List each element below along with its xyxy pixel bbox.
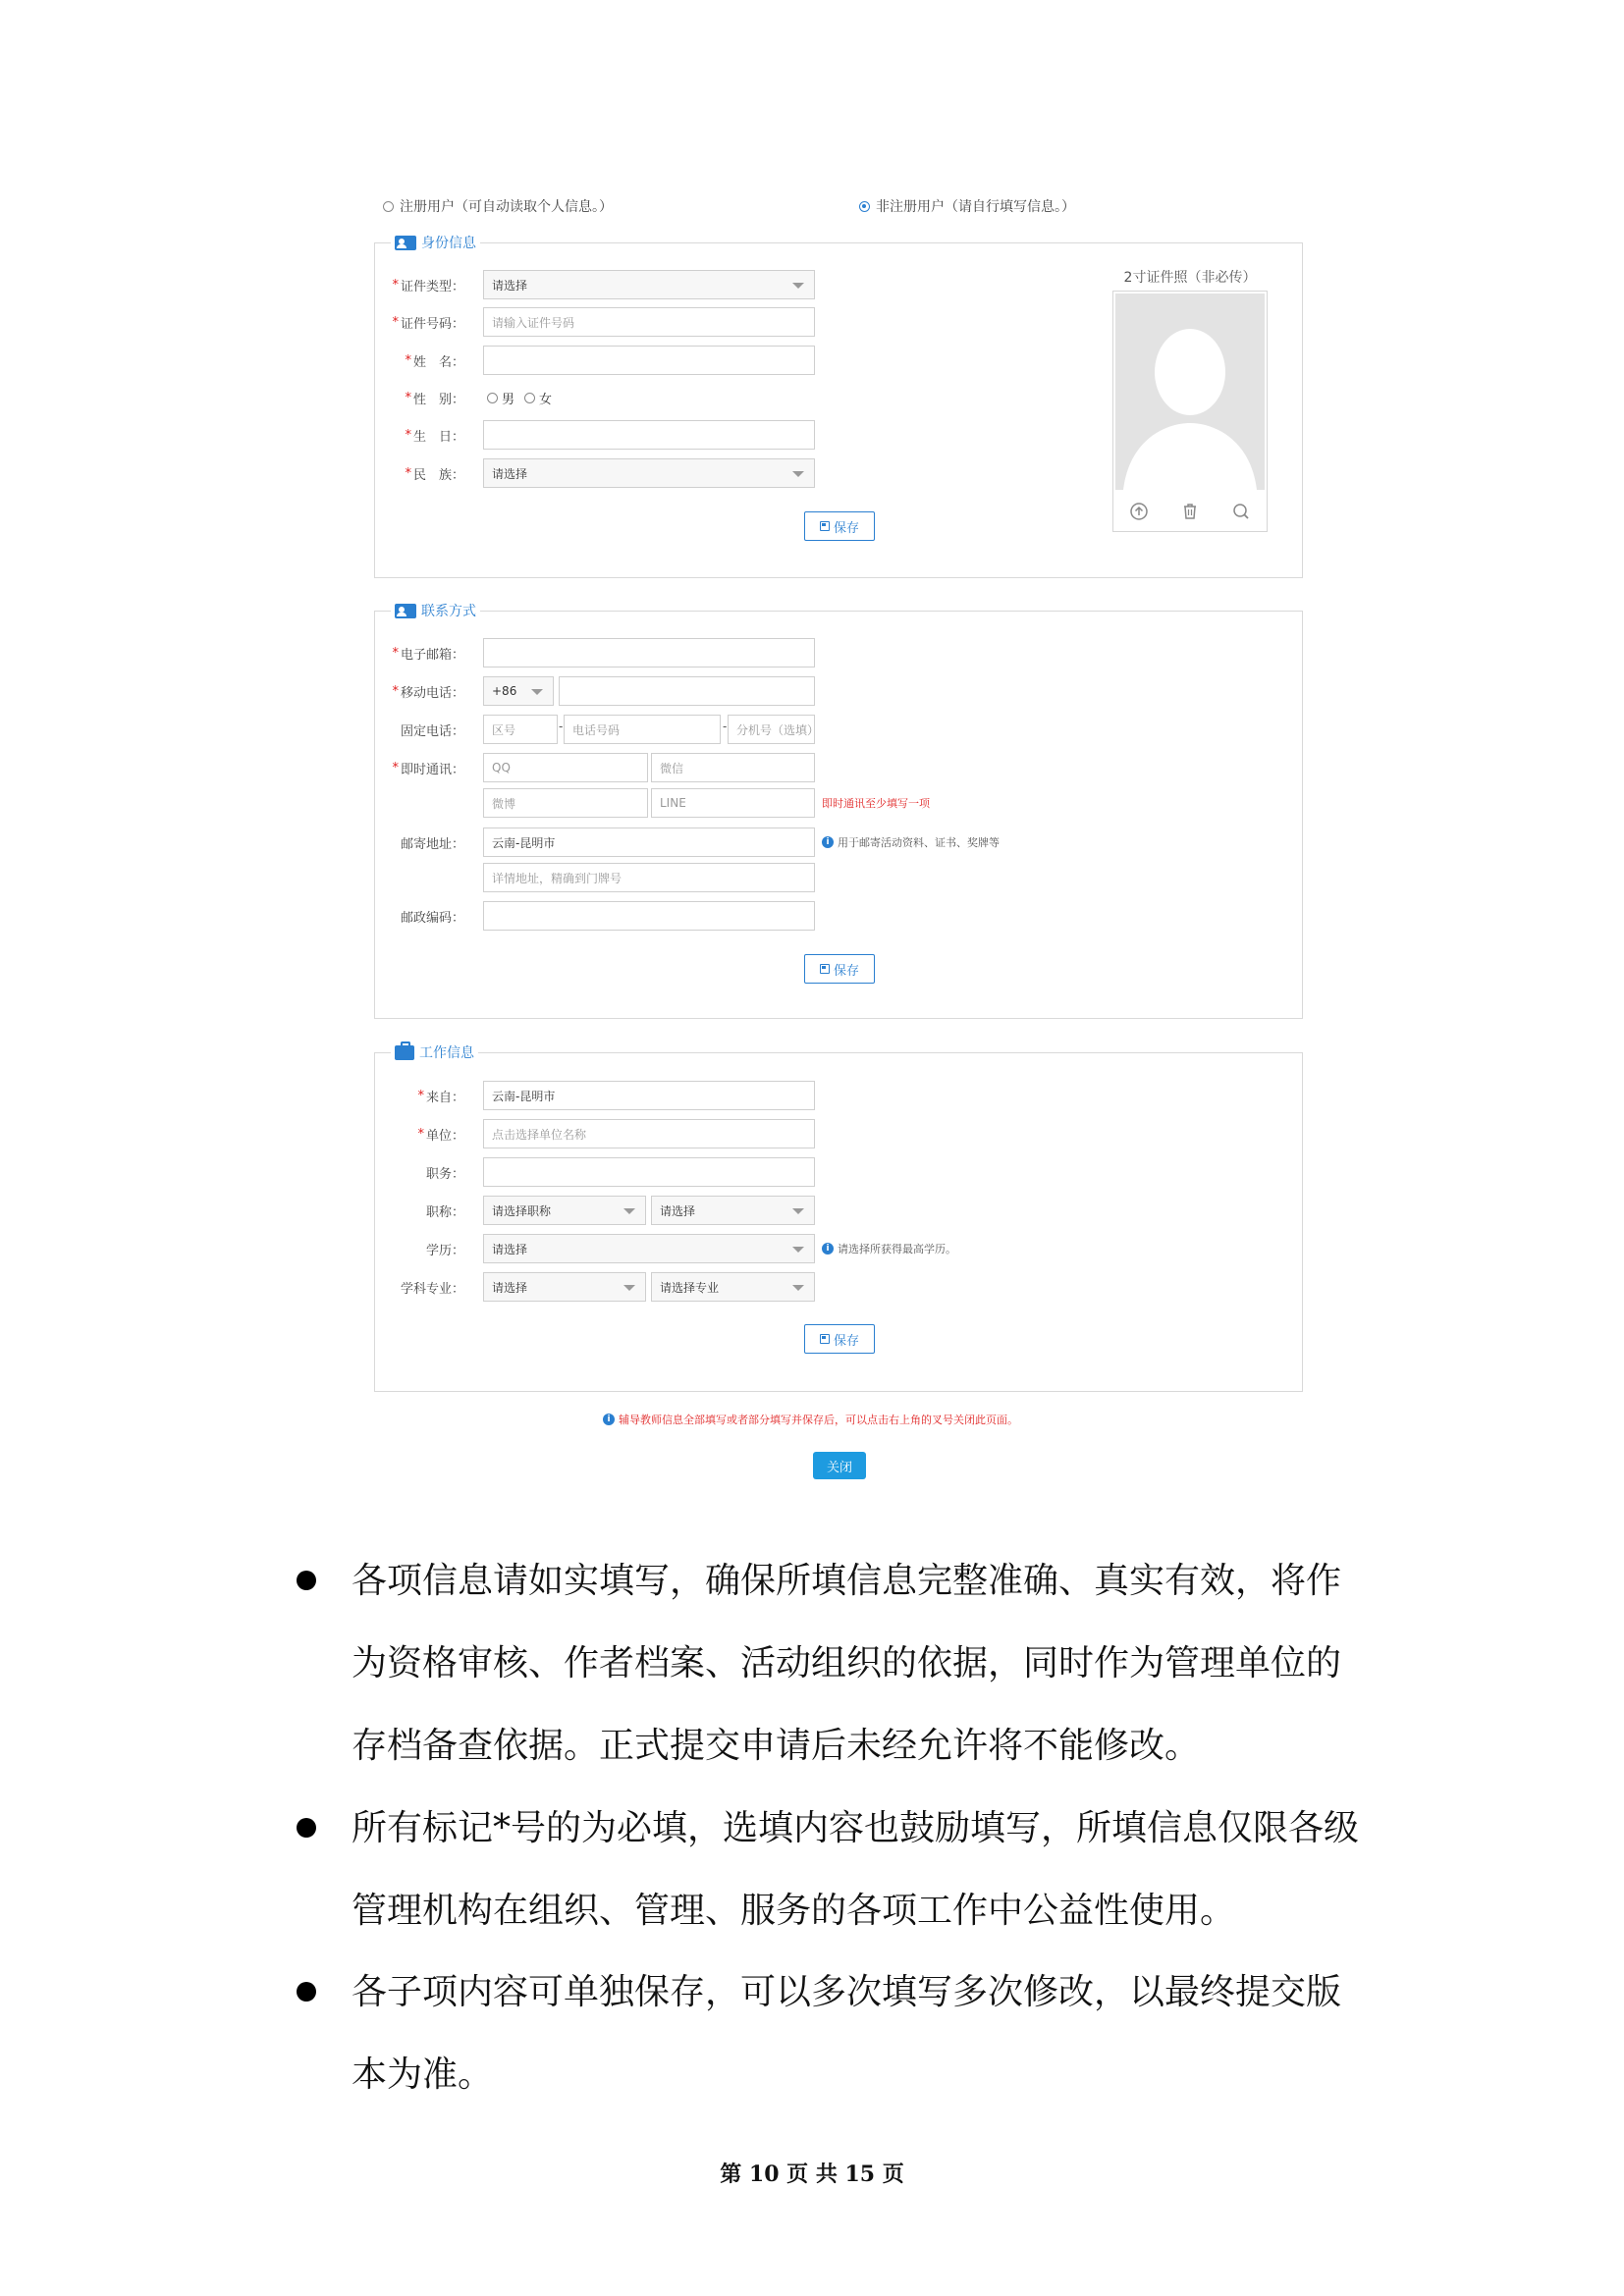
discipline-select[interactable]: 请选择 xyxy=(483,1272,646,1302)
photo-upload-box[interactable] xyxy=(1112,291,1268,532)
bullet-paragraph-2 xyxy=(352,1788,1451,1952)
user-card-icon xyxy=(395,236,416,250)
save-icon xyxy=(820,1334,830,1344)
landline-label: 固定电话： xyxy=(400,723,464,739)
radio-empty-icon xyxy=(383,201,394,212)
radio-registered[interactable] xyxy=(383,196,613,216)
id-type-label: * 证件类型： xyxy=(392,277,464,294)
avatar-silhouette-icon xyxy=(1115,294,1265,490)
trash-icon[interactable] xyxy=(1180,502,1200,521)
major-select[interactable]: 请选择专业 xyxy=(651,1272,815,1302)
id-type-select[interactable]: 请选择 xyxy=(483,270,815,299)
region-input[interactable]: 云南-昆明市 xyxy=(483,828,815,857)
photo-toolbar xyxy=(1113,494,1267,529)
work-title: 工作信息 xyxy=(419,1045,474,1061)
bullet-paragraph-3 xyxy=(352,1951,1451,2116)
identity-save-button[interactable] xyxy=(804,511,875,541)
bullet-2-line-1: 所有标记*号的为必填，选填内容也鼓励填写，所填信息仅限各级 xyxy=(352,1808,1360,1848)
dash-1: - xyxy=(559,720,564,733)
line-input[interactable]: LINE xyxy=(651,788,815,818)
upload-icon[interactable] xyxy=(1129,502,1149,521)
birthday-input[interactable] xyxy=(483,420,815,450)
country-code-select[interactable]: +86 xyxy=(483,676,554,706)
info-icon: i xyxy=(822,836,834,848)
title-rank-label: 职称： xyxy=(425,1204,464,1220)
radio-unregistered-label: 非注册用户（请自行填写信息。） xyxy=(876,199,1075,215)
bullet-paragraph-1 xyxy=(352,1540,1451,1788)
phone-number-input[interactable]: 电话号码 xyxy=(564,715,721,744)
gender-options xyxy=(487,383,552,412)
radio-unregistered[interactable] xyxy=(859,196,1075,216)
position-label: 职务： xyxy=(425,1166,464,1182)
radio-selected-icon xyxy=(859,201,870,212)
gender-male-radio[interactable] xyxy=(487,393,498,403)
weibo-input[interactable]: 微博 xyxy=(483,788,648,818)
close-button[interactable]: 关闭 xyxy=(813,1452,866,1479)
education-select[interactable]: 请选择 xyxy=(483,1234,815,1263)
contact-save-label: 保存 xyxy=(833,963,859,979)
address-detail-input[interactable]: 详情地址，精确到门牌号 xyxy=(483,863,815,892)
education-label: 学历： xyxy=(425,1243,464,1258)
area-code-input[interactable]: 区号 xyxy=(483,715,558,744)
identity-title: 身份信息 xyxy=(421,236,476,251)
from-input[interactable]: 云南-昆明市 xyxy=(483,1081,815,1110)
id-number-label: * 证件号码： xyxy=(392,314,464,332)
address-note: i 用于邮寄活动资料、证书、奖牌等 xyxy=(822,828,1000,857)
bullet-1-line-2: 为资格审核、作者档案、活动组织的依据，同时作为管理单位的 xyxy=(352,1643,1342,1683)
work-save-button[interactable] xyxy=(804,1324,875,1354)
title-level-select[interactable]: 请选择 xyxy=(651,1196,815,1225)
ethnicity-select[interactable]: 请选择 xyxy=(483,458,815,488)
gender-label: * 性 别： xyxy=(405,390,464,407)
mobile-label: * 移动电话： xyxy=(392,683,464,701)
name-input[interactable] xyxy=(483,346,815,375)
bullet-dot-3 xyxy=(297,1982,316,2002)
gender-female-radio[interactable] xyxy=(524,393,535,403)
contact-legend xyxy=(391,601,480,620)
page-number: 第 10 页 共 15 页 xyxy=(720,2162,904,2187)
im-label: * 即时通讯： xyxy=(392,760,464,777)
qq-input[interactable]: QQ xyxy=(483,753,648,782)
extension-input[interactable]: 分机号（选填） xyxy=(728,715,815,744)
major-label: 学科专业： xyxy=(400,1281,464,1297)
postcode-input[interactable] xyxy=(483,901,815,931)
bullet-2-line-2: 管理机构在组织、管理、服务的各项工作中公益性使用。 xyxy=(352,1891,1236,1931)
ethnicity-label: * 民 族： xyxy=(405,465,464,483)
address-label: 邮寄地址： xyxy=(400,836,464,852)
from-label: * 来自： xyxy=(417,1088,464,1105)
bullet-1-line-3: 存档备查依据。正式提交申请后未经允许将不能修改。 xyxy=(352,1726,1201,1766)
info-icon: i xyxy=(822,1243,834,1255)
bullet-1-line-1: 各项信息请如实填写，确保所填信息完整准确、真实有效，将作 xyxy=(352,1561,1342,1601)
birthday-label: * 生 日： xyxy=(405,427,464,445)
im-note: 即时通讯至少填写一项 xyxy=(822,797,930,810)
email-input[interactable] xyxy=(483,638,815,667)
unit-label: * 单位： xyxy=(417,1126,464,1144)
photo-label: 2寸证件照（非必传） xyxy=(1123,270,1257,286)
gender-female-label: 女 xyxy=(539,392,553,407)
title-rank-select[interactable]: 请选择职称 xyxy=(483,1196,646,1225)
postcode-label: 邮政编码： xyxy=(400,910,464,926)
identity-legend xyxy=(391,233,480,252)
radio-registered-label: 注册用户（可自动读取个人信息。） xyxy=(400,199,613,215)
unit-input[interactable]: 点击选择单位名称 xyxy=(483,1119,815,1148)
education-note: i 请选择所获得最高学历。 xyxy=(822,1234,956,1263)
avatar-placeholder xyxy=(1115,294,1265,490)
bullet-3-line-1: 各子项内容可单独保存，可以多次填写多次修改，以最终提交版 xyxy=(352,1972,1342,2012)
contact-card-icon xyxy=(395,604,416,618)
email-label: * 电子邮箱： xyxy=(392,645,464,663)
contact-title: 联系方式 xyxy=(421,604,476,619)
save-icon xyxy=(820,964,830,974)
briefcase-icon xyxy=(395,1045,414,1060)
work-save-label: 保存 xyxy=(833,1333,859,1349)
name-label: * 姓 名： xyxy=(405,352,464,370)
identity-save-label: 保存 xyxy=(833,520,859,536)
mobile-input[interactable] xyxy=(559,676,815,706)
bullet-3-line-2: 本为准。 xyxy=(352,2055,494,2095)
bullet-dot-1 xyxy=(297,1571,316,1590)
footer-note: i 辅导教师信息全部填写或者部分填写并保存后，可以点击右上角的叉号关闭此页面。 xyxy=(603,1405,1018,1434)
work-legend xyxy=(391,1042,478,1062)
gender-male-label: 男 xyxy=(502,392,515,407)
zoom-icon[interactable] xyxy=(1231,502,1251,521)
id-number-input[interactable]: 请输入证件号码 xyxy=(483,307,815,337)
contact-save-button[interactable] xyxy=(804,954,875,984)
position-input[interactable] xyxy=(483,1157,815,1187)
bullet-dot-2 xyxy=(297,1818,316,1838)
dash-2: - xyxy=(723,720,728,733)
info-icon: i xyxy=(603,1414,615,1425)
save-icon xyxy=(820,521,830,531)
wechat-input[interactable]: 微信 xyxy=(651,753,815,782)
